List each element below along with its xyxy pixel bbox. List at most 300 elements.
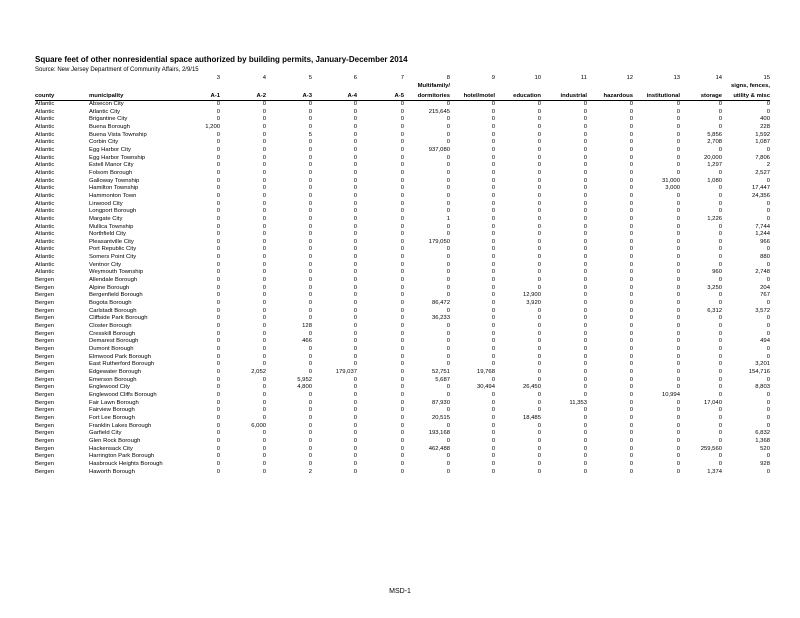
value-cell: 0 <box>718 346 722 352</box>
value-cell: 0 <box>676 116 680 123</box>
county-cell: Atlantic <box>35 162 55 169</box>
report-title: Square feet of other nonresidential space authorized by building permits, January-December 2014 <box>35 55 408 64</box>
value-cell: 0 <box>491 445 495 452</box>
value-cell: 0 <box>308 116 312 123</box>
value-cell: 0 <box>308 223 312 230</box>
value-cell: 0 <box>583 146 587 153</box>
value-cell: 0 <box>537 177 541 184</box>
county-cell: Atlantic <box>35 116 55 123</box>
value-cell: 0 <box>446 338 450 345</box>
county-cell: Atlantic <box>35 108 55 115</box>
value-cell: 7,744 <box>755 223 770 230</box>
column-header-top-13 <box>680 82 722 91</box>
value-cell: 0 <box>400 338 404 345</box>
value-cell: 0 <box>353 376 357 383</box>
value-cell: 0 <box>718 330 722 337</box>
table-row <box>35 346 770 354</box>
municipality-cell: Estell Manor City <box>89 162 134 169</box>
value-cell: 0 <box>766 300 770 307</box>
value-cell: 0 <box>308 108 312 115</box>
value-cell: 0 <box>537 261 541 268</box>
value-cell: 0 <box>216 430 220 437</box>
value-cell: 0 <box>537 162 541 169</box>
value-cell: 0 <box>537 169 541 176</box>
value-cell: 0 <box>400 131 404 138</box>
county-cell: Atlantic <box>35 177 55 184</box>
value-cell: 1,374 <box>707 468 722 475</box>
value-cell: 0 <box>308 361 312 368</box>
value-cell: 0 <box>446 460 450 467</box>
value-cell: 0 <box>262 414 266 421</box>
value-cell: 0 <box>353 330 357 337</box>
value-cell: 0 <box>400 300 404 307</box>
value-cell: 0 <box>629 185 633 192</box>
column-number-8: 9 <box>491 75 495 81</box>
value-cell: 0 <box>583 238 587 245</box>
value-cell: 0 <box>216 208 220 215</box>
column-header-13: storage <box>680 91 722 101</box>
value-cell: 0 <box>400 185 404 192</box>
value-cell: 0 <box>216 284 220 291</box>
value-cell: 0 <box>400 208 404 215</box>
value-cell: 193,168 <box>428 430 450 437</box>
value-cell: 3,920 <box>526 300 541 307</box>
value-cell: 0 <box>583 139 587 146</box>
value-cell: 0 <box>491 407 495 414</box>
value-cell: 0 <box>446 346 450 352</box>
value-cell: 0 <box>262 200 266 207</box>
value-cell: 0 <box>583 185 587 192</box>
value-cell: 0 <box>308 277 312 284</box>
value-cell: 0 <box>262 376 266 383</box>
value-cell: 17,447 <box>751 185 770 192</box>
value-cell: 0 <box>262 108 266 115</box>
municipality-cell: Glen Rock Borough <box>89 437 141 444</box>
municipality-cell: Port Republic City <box>89 246 137 253</box>
table-row <box>35 109 770 117</box>
value-cell: 6,000 <box>251 422 266 429</box>
municipality-cell: Franklin Lakes Borough <box>89 422 152 429</box>
value-cell: 0 <box>583 353 587 360</box>
value-cell: 0 <box>491 131 495 138</box>
table-row <box>35 116 770 124</box>
value-cell: 0 <box>718 361 722 368</box>
municipality-cell: Folsom Borough <box>89 169 133 176</box>
value-cell: 0 <box>583 361 587 368</box>
value-cell: 0 <box>446 437 450 444</box>
value-cell: 0 <box>446 422 450 429</box>
value-cell: 0 <box>446 208 450 215</box>
value-cell: 0 <box>446 254 450 261</box>
value-cell: 0 <box>400 146 404 153</box>
value-cell: 0 <box>583 246 587 253</box>
value-cell: 0 <box>353 414 357 421</box>
value-cell: 0 <box>583 208 587 215</box>
county-cell: Atlantic <box>35 146 55 153</box>
value-cell: 928 <box>760 460 770 467</box>
column-number-7: 8 <box>446 75 450 81</box>
value-cell: 0 <box>216 384 220 391</box>
value-cell: 0 <box>629 123 633 130</box>
value-cell: 0 <box>262 246 266 253</box>
value-cell: 0 <box>629 108 633 115</box>
municipality-cell: Longport Borough <box>89 208 137 215</box>
county-cell: Bergen <box>35 399 54 406</box>
value-cell: 0 <box>262 231 266 238</box>
header-row-bottom <box>35 91 770 101</box>
value-cell: 0 <box>629 300 633 307</box>
value-cell: 0 <box>216 468 220 475</box>
value-cell: 0 <box>583 460 587 467</box>
value-cell: 0 <box>491 238 495 245</box>
value-cell: 0 <box>766 330 770 337</box>
municipality-cell: Cliffside Park Borough <box>89 315 148 322</box>
value-cell: 0 <box>308 453 312 460</box>
value-cell: 0 <box>262 407 266 414</box>
county-cell: Bergen <box>35 346 54 352</box>
county-cell: Atlantic <box>35 269 55 276</box>
value-cell: 0 <box>491 215 495 222</box>
value-cell: 462,488 <box>428 445 450 452</box>
value-cell: 0 <box>308 437 312 444</box>
county-cell: Atlantic <box>35 215 55 222</box>
value-cell: 0 <box>308 177 312 184</box>
value-cell: 0 <box>216 223 220 230</box>
value-cell: 12,900 <box>522 292 541 299</box>
value-cell: 0 <box>400 192 404 199</box>
municipality-cell: Egg Harbor Township <box>89 154 146 161</box>
value-cell: 0 <box>537 231 541 238</box>
value-cell: 1,244 <box>755 231 770 238</box>
value-cell: 0 <box>537 154 541 161</box>
value-cell: 0 <box>537 315 541 322</box>
value-cell: 0 <box>446 261 450 268</box>
value-cell: 0 <box>629 116 633 123</box>
value-cell: 0 <box>308 307 312 314</box>
value-cell: 0 <box>718 246 722 253</box>
table-row <box>35 224 770 232</box>
value-cell: 0 <box>353 146 357 153</box>
table-row <box>35 254 770 262</box>
value-cell: 0 <box>583 101 587 107</box>
column-number-9: 10 <box>534 75 541 81</box>
value-cell: 0 <box>676 284 680 291</box>
county-cell: Atlantic <box>35 208 55 215</box>
value-cell: 0 <box>583 223 587 230</box>
header-row-top <box>35 82 770 91</box>
value-cell: 0 <box>216 361 220 368</box>
value-cell: 0 <box>353 231 357 238</box>
value-cell: 0 <box>216 422 220 429</box>
value-cell: 0 <box>583 315 587 322</box>
value-cell: 0 <box>262 139 266 146</box>
municipality-cell: Edgewater Borough <box>89 368 142 375</box>
value-cell: 0 <box>262 238 266 245</box>
value-cell: 0 <box>353 407 357 414</box>
municipality-cell: Harrington Park Borough <box>89 453 155 460</box>
column-header-11: hazardous <box>587 91 633 101</box>
value-cell: 0 <box>400 292 404 299</box>
value-cell: 0 <box>400 215 404 222</box>
column-header-top-7: Multifamily/ <box>417 83 450 89</box>
municipality-cell: Pleasantville City <box>89 238 134 245</box>
value-cell: 0 <box>308 353 312 360</box>
value-cell: 0 <box>353 192 357 199</box>
value-cell: 0 <box>262 177 266 184</box>
value-cell: 0 <box>216 307 220 314</box>
table-row <box>35 239 770 247</box>
value-cell: 0 <box>491 307 495 314</box>
value-cell: 0 <box>766 315 770 322</box>
value-cell: 0 <box>537 453 541 460</box>
value-cell: 0 <box>718 116 722 123</box>
value-cell: 0 <box>583 422 587 429</box>
municipality-cell: Northfield City <box>89 231 126 238</box>
value-cell: 0 <box>583 123 587 130</box>
value-cell: 0 <box>400 468 404 475</box>
value-cell: 0 <box>583 346 587 352</box>
value-cell: 7,806 <box>755 154 770 161</box>
value-cell: 0 <box>353 254 357 261</box>
value-cell: 0 <box>766 215 770 222</box>
value-cell: 0 <box>718 376 722 383</box>
value-cell: 0 <box>583 231 587 238</box>
value-cell: 0 <box>216 231 220 238</box>
value-cell: 0 <box>491 231 495 238</box>
value-cell: 0 <box>262 116 266 123</box>
value-cell: 0 <box>629 246 633 253</box>
value-cell: 0 <box>400 123 404 130</box>
value-cell: 0 <box>491 284 495 291</box>
value-cell: 0 <box>676 192 680 199</box>
table-row <box>35 407 770 415</box>
value-cell: 0 <box>216 108 220 115</box>
value-cell: 0 <box>446 154 450 161</box>
value-cell: 10,994 <box>661 391 680 398</box>
column-header-top-4 <box>266 82 312 91</box>
value-cell: 0 <box>446 223 450 230</box>
value-cell: 0 <box>491 246 495 253</box>
value-cell: 0 <box>400 361 404 368</box>
value-cell: 0 <box>718 292 722 299</box>
value-cell: 0 <box>353 177 357 184</box>
value-cell: 0 <box>537 284 541 291</box>
value-cell: 0 <box>353 246 357 253</box>
value-cell: 0 <box>583 307 587 314</box>
value-cell: 0 <box>400 460 404 467</box>
value-cell: 24,356 <box>751 192 770 199</box>
value-cell: 0 <box>491 353 495 360</box>
value-cell: 0 <box>491 116 495 123</box>
value-cell: 0 <box>400 384 404 391</box>
table-row <box>35 392 770 400</box>
value-cell: 0 <box>400 323 404 330</box>
value-cell: 0 <box>262 185 266 192</box>
value-cell: 0 <box>353 453 357 460</box>
value-cell: 0 <box>676 108 680 115</box>
value-cell: 3,250 <box>707 284 722 291</box>
county-cell: Bergen <box>35 460 54 467</box>
value-cell: 0 <box>491 192 495 199</box>
value-cell: 0 <box>262 391 266 398</box>
column-header-8: hotel/motel <box>450 91 495 101</box>
municipality-cell: Linwood City <box>89 200 123 207</box>
value-cell: 0 <box>629 154 633 161</box>
value-cell: 0 <box>446 162 450 169</box>
column-number-10: 11 <box>580 75 587 81</box>
source-note: Source: New Jersey Department of Community Affairs, 2/9/15 <box>35 67 199 73</box>
municipality-cell: Margate City <box>89 215 123 222</box>
value-cell: 0 <box>353 430 357 437</box>
value-cell: 0 <box>446 307 450 314</box>
value-cell: 0 <box>308 162 312 169</box>
value-cell: 1 <box>446 215 450 222</box>
municipality-cell: Englewood Cliffs Borough <box>89 391 157 398</box>
value-cell: 5,856 <box>707 131 722 138</box>
value-cell: 0 <box>262 192 266 199</box>
value-cell: 0 <box>400 261 404 268</box>
value-cell: 0 <box>491 315 495 322</box>
value-cell: 4,800 <box>297 384 312 391</box>
table-row <box>35 384 770 392</box>
value-cell: 0 <box>400 101 404 107</box>
value-cell: 0 <box>718 368 722 375</box>
value-cell: 0 <box>676 231 680 238</box>
value-cell: 0 <box>537 269 541 276</box>
column-header-5: A-4 <box>312 91 357 101</box>
value-cell: 0 <box>216 139 220 146</box>
table-row <box>35 308 770 316</box>
value-cell: 259,560 <box>700 445 722 452</box>
value-cell: 0 <box>676 139 680 146</box>
value-cell: 2 <box>766 162 770 169</box>
value-cell: 0 <box>262 146 266 153</box>
value-cell: 0 <box>491 139 495 146</box>
value-cell: 0 <box>718 407 722 414</box>
value-cell: 0 <box>676 407 680 414</box>
value-cell: 0 <box>583 177 587 184</box>
municipality-cell: Allendale Borough <box>89 277 138 284</box>
value-cell: 0 <box>583 300 587 307</box>
value-cell: 0 <box>353 422 357 429</box>
value-cell: 0 <box>400 154 404 161</box>
value-cell: 0 <box>262 162 266 169</box>
value-cell: 0 <box>676 453 680 460</box>
value-cell: 0 <box>446 292 450 299</box>
column-header-2: A-1 <box>169 91 220 101</box>
municipality-cell: Dumont Borough <box>89 346 134 352</box>
value-cell: 0 <box>766 277 770 284</box>
column-header-6: A-5 <box>357 91 404 101</box>
municipality-cell: Cresskill Borough <box>89 330 136 337</box>
column-number-6: 7 <box>400 75 404 81</box>
municipality-cell: Ventnor City <box>89 261 122 268</box>
value-cell: 52,751 <box>431 368 450 375</box>
value-cell: 0 <box>583 269 587 276</box>
value-cell: 2,527 <box>755 169 770 176</box>
value-cell: 0 <box>676 353 680 360</box>
value-cell: 0 <box>353 391 357 398</box>
value-cell: 0 <box>766 346 770 352</box>
value-cell: 0 <box>446 323 450 330</box>
value-cell: 0 <box>629 215 633 222</box>
value-cell: 0 <box>491 223 495 230</box>
value-cell: 0 <box>537 391 541 398</box>
table-row <box>35 400 770 408</box>
value-cell: 0 <box>766 177 770 184</box>
table-body <box>35 101 770 477</box>
value-cell: 0 <box>491 154 495 161</box>
value-cell: 0 <box>400 254 404 261</box>
value-cell: 0 <box>353 101 357 107</box>
value-cell: 0 <box>216 414 220 421</box>
county-cell: Atlantic <box>35 192 55 199</box>
value-cell: 0 <box>629 353 633 360</box>
value-cell: 0 <box>629 460 633 467</box>
value-cell: 0 <box>676 384 680 391</box>
municipality-cell: Galloway Township <box>89 177 140 184</box>
value-cell: 0 <box>537 399 541 406</box>
value-cell: 0 <box>676 208 680 215</box>
value-cell: 0 <box>491 338 495 345</box>
value-cell: 0 <box>629 330 633 337</box>
value-cell: 0 <box>491 169 495 176</box>
value-cell: 0 <box>400 238 404 245</box>
table-row <box>35 193 770 201</box>
value-cell: 0 <box>676 162 680 169</box>
value-cell: 0 <box>400 414 404 421</box>
county-cell: Atlantic <box>35 231 55 238</box>
value-cell: 0 <box>718 460 722 467</box>
value-cell: 0 <box>262 353 266 360</box>
county-cell: Bergen <box>35 330 54 337</box>
value-cell: 0 <box>446 391 450 398</box>
value-cell: 0 <box>766 246 770 253</box>
value-cell: 0 <box>537 346 541 352</box>
column-number-12: 13 <box>673 75 680 81</box>
value-cell: 0 <box>676 422 680 429</box>
value-cell: 0 <box>629 169 633 176</box>
value-cell: 0 <box>491 146 495 153</box>
value-cell: 0 <box>216 292 220 299</box>
table-row <box>35 155 770 163</box>
table-row <box>35 323 770 331</box>
value-cell: 0 <box>262 131 266 138</box>
value-cell: 0 <box>353 338 357 345</box>
table-row <box>35 331 770 339</box>
value-cell: 0 <box>216 323 220 330</box>
column-number-3: 4 <box>262 75 266 81</box>
value-cell: 0 <box>676 330 680 337</box>
value-cell: 0 <box>262 384 266 391</box>
municipality-cell: Mullica Township <box>89 223 134 230</box>
value-cell: 0 <box>216 330 220 337</box>
value-cell: 0 <box>583 261 587 268</box>
column-header-top-8 <box>450 82 495 91</box>
value-cell: 0 <box>308 330 312 337</box>
value-cell: 0 <box>353 162 357 169</box>
value-cell: 0 <box>766 200 770 207</box>
value-cell: 0 <box>537 323 541 330</box>
value-cell: 966 <box>760 238 770 245</box>
value-cell: 0 <box>537 208 541 215</box>
value-cell: 0 <box>216 277 220 284</box>
county-cell: Atlantic <box>35 154 55 161</box>
value-cell: 0 <box>400 223 404 230</box>
value-cell: 0 <box>400 407 404 414</box>
value-cell: 0 <box>676 315 680 322</box>
value-cell: 0 <box>718 300 722 307</box>
